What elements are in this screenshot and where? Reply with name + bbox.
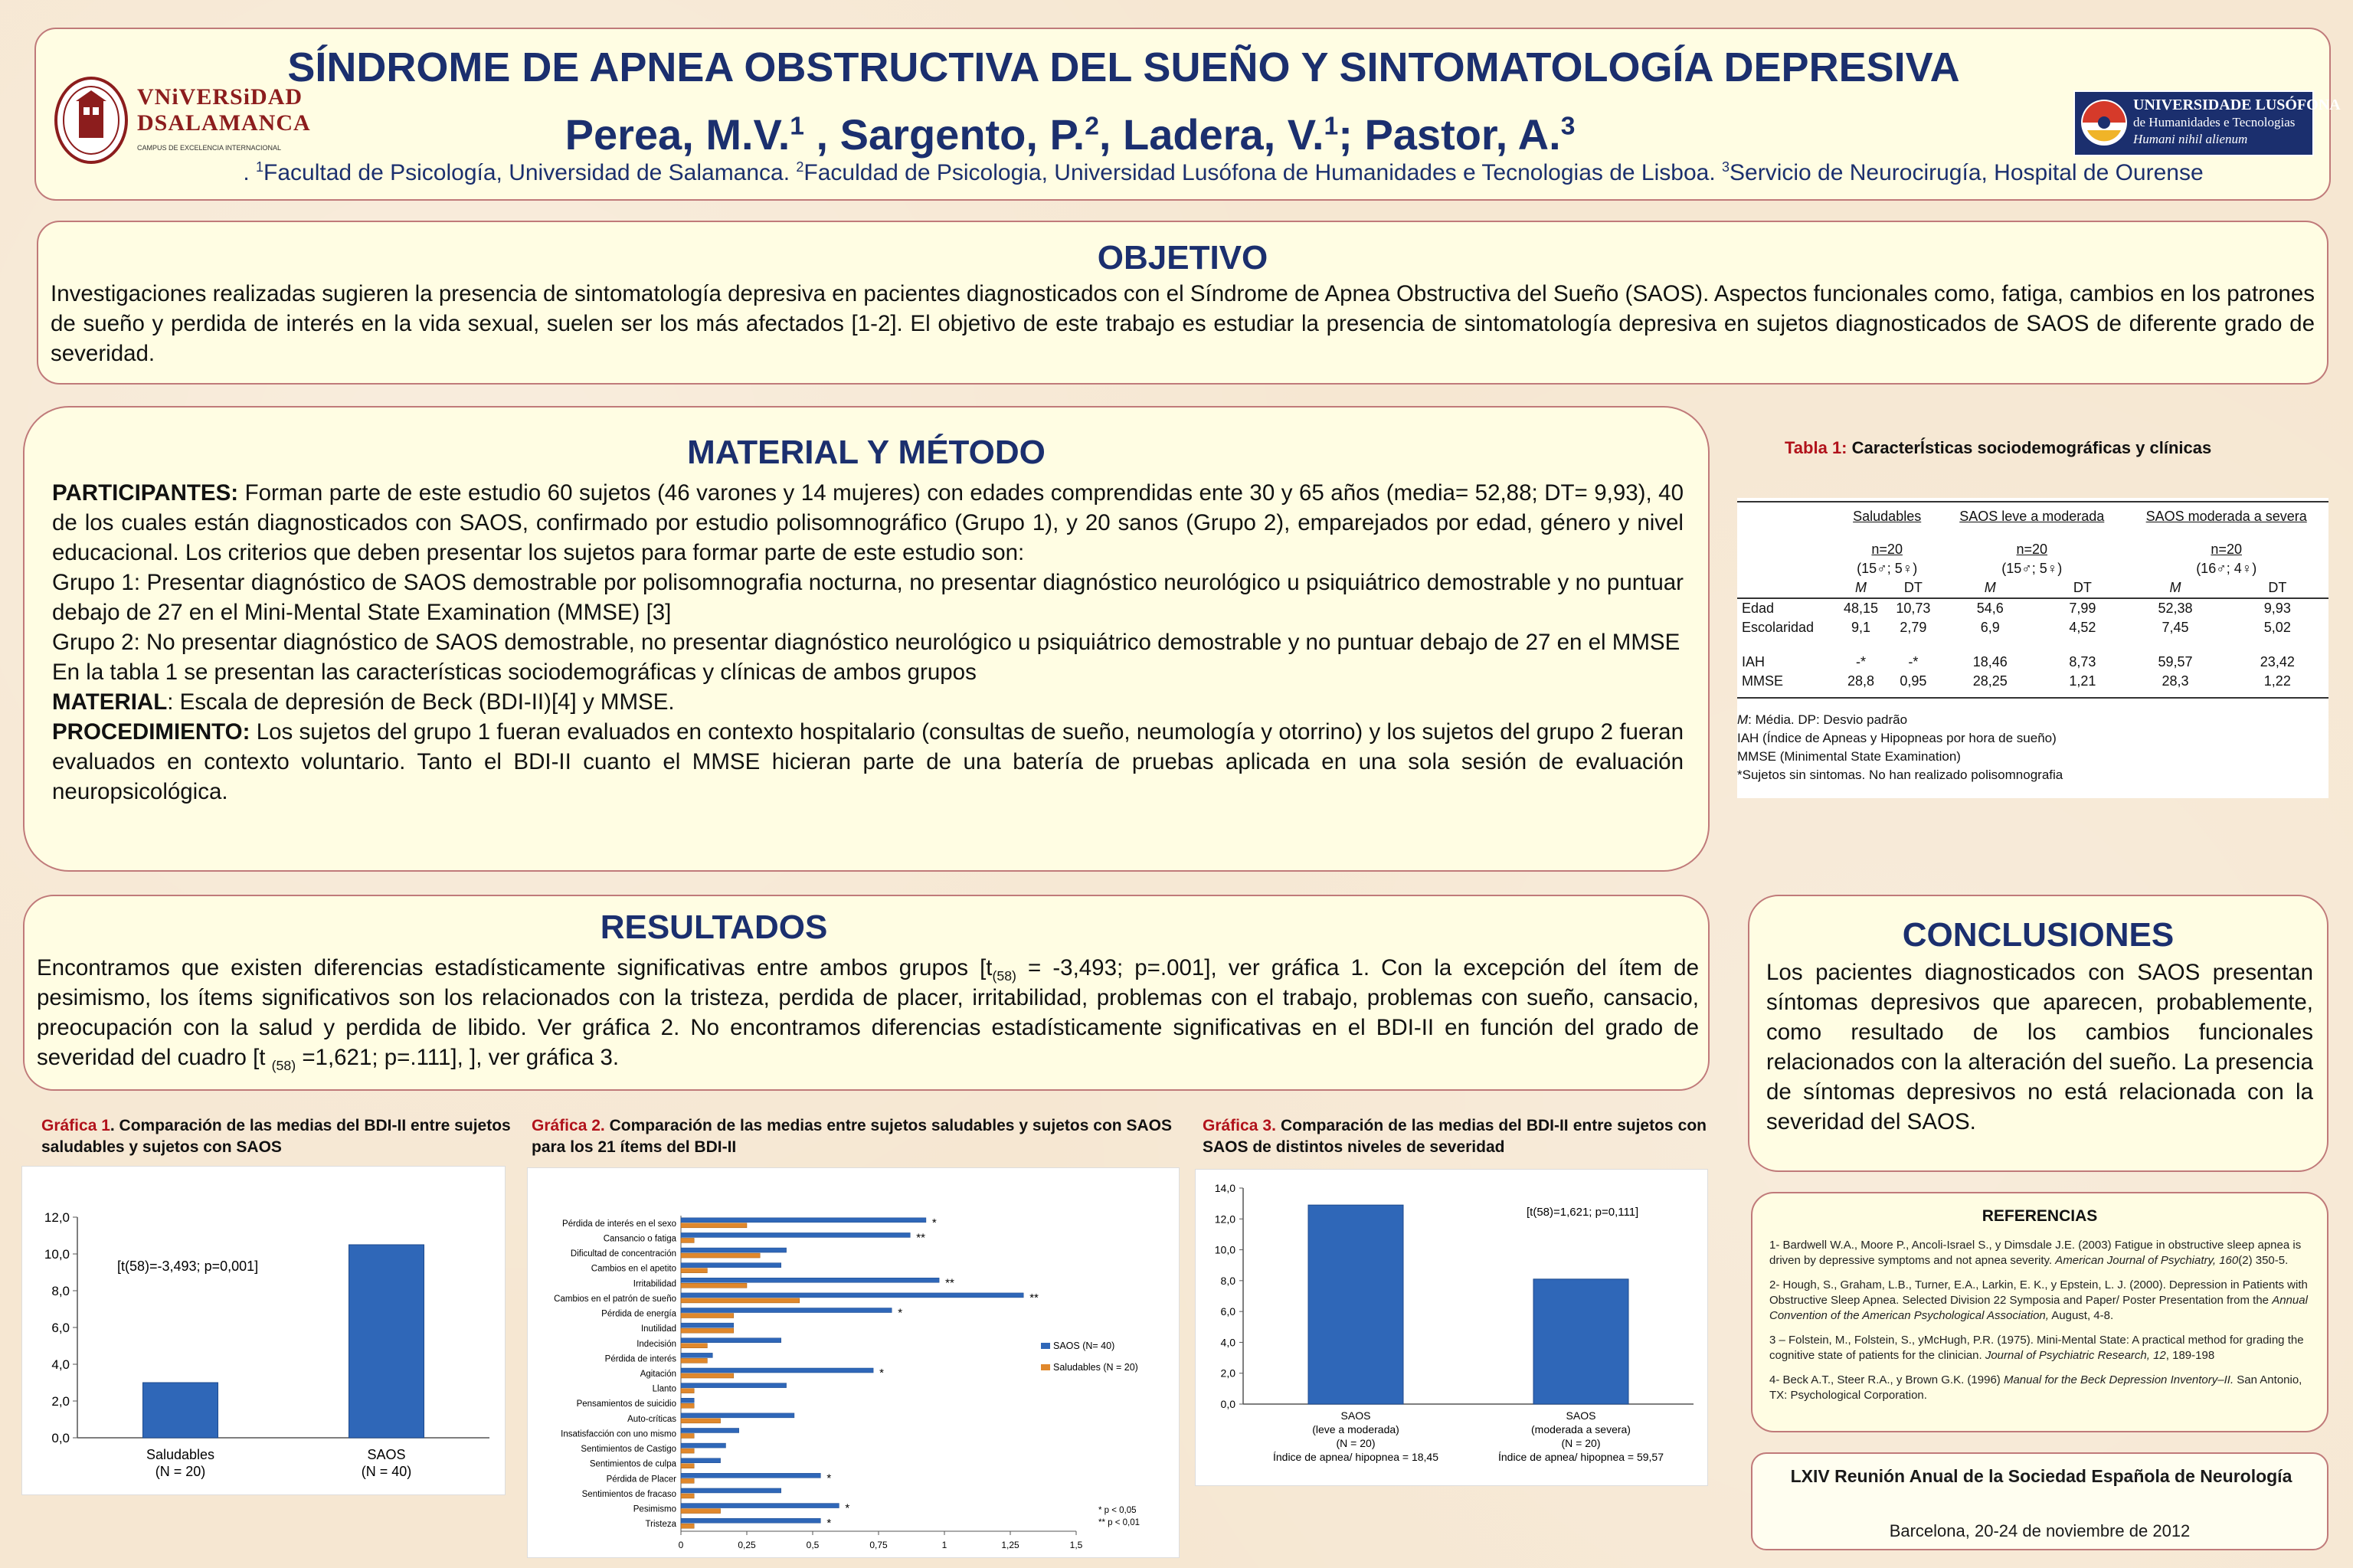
university-seal-icon bbox=[53, 75, 129, 165]
procedimiento-text: Los sujetos del grupo 1 fueran evaluados en contexto hospitalario (consultas de sueño, neumología y otorrino) y los sujetos del grupo 2 fueran evaluados en contexto voluntario. Tanto el BDI-II cuanto el MMSE hicieran parte de una batería de pruebas aplicada en una sola sesión de evaluación neuropsicológica. bbox=[52, 719, 1684, 804]
affiliation-text: Servicio de Neurocirugía, Hospital de Ourense bbox=[1730, 160, 2204, 185]
congreso-line1: LXIV Reunión Anual de la Sociedad Española de Neurología bbox=[1790, 1466, 2292, 1486]
tabla1 bbox=[1737, 507, 2328, 691]
x-tick-sublabel: (leve a moderada) bbox=[1312, 1423, 1399, 1435]
procedimiento-paragraph bbox=[52, 717, 1684, 807]
bar-saos bbox=[681, 1443, 725, 1448]
y-tick-label: 6,0 bbox=[51, 1321, 70, 1335]
tabla1-notes bbox=[1737, 711, 2328, 784]
y-tick-label: Pérdida de interés en el sexo bbox=[562, 1219, 676, 1229]
bar-saos bbox=[681, 1458, 721, 1463]
chart-annotation: [t(58)=-3,493; p=0,001] bbox=[117, 1259, 259, 1274]
y-tick-label: 12,0 bbox=[1214, 1213, 1235, 1226]
legend-swatch bbox=[1041, 1343, 1050, 1349]
reference-item bbox=[1769, 1278, 2312, 1324]
grafica3-caption bbox=[1203, 1115, 1707, 1158]
y-tick-label: Insatisfacción con uno mismo bbox=[561, 1429, 676, 1439]
x-tick-label: 1 bbox=[941, 1540, 947, 1550]
bar-saos bbox=[681, 1248, 787, 1252]
reference-em: Annual Convention of the American Psychological Association, bbox=[1769, 1294, 2308, 1322]
tabla1-cell: 0,95 bbox=[1900, 673, 1927, 689]
y-tick-label: 8,0 bbox=[1220, 1274, 1235, 1287]
y-tick-label: Irritabilidad bbox=[633, 1279, 676, 1289]
author-name: Sargento, P. bbox=[839, 110, 1085, 159]
tabla1-group: SAOS moderada a severa bbox=[2145, 509, 2307, 524]
x-tick-sublabel: Índice de apnea/ hipopnea = 59,57 bbox=[1497, 1451, 1664, 1463]
objetivo-text: Investigaciones realizadas sugieren la presencia de sintomatología depresiva en pacientes diagnosticados con el Síndrome de Apnea Obstructiva del Sueño (SAOS). Aspectos funcionales como, fatiga, cambios en los patrones de sueño y perdida de interés en la vida sexual, suelen ser los más afectados [1-2]. El objetivo de este trabajo es estudiar la presencia de sintomatología depresiva en sujetos diagnosticados de SAOS de diferente grado de severidad. bbox=[51, 281, 2315, 366]
y-tick-label: 4,0 bbox=[1220, 1336, 1235, 1349]
reference-text: 3 – Folstein, M., Folstein, S., yMcHugh, P.R. (1975). Mini-Mental State: A practical method for grading the cognitive state of patients for the clinician. bbox=[1769, 1334, 2304, 1362]
author-affiliation-number: 1 bbox=[790, 112, 804, 141]
participantes-text: Forman parte de este estudio 60 sujetos (46 varones y 14 mujeres) con edades comprendidas ente 30 y 65 años (media= 52,88; DT= 9,93), 40 de los cuales están diagnosticados con SAOS, confirmado por estudio polisomnográfico (Grupo 1), y 20 sanos (Grupo 2), emparejados por edad, género y nivel educacional. Los criterios que deben presentar los sujetos para formar parte de este estudio son: bbox=[52, 480, 1684, 565]
bar-saludables bbox=[681, 1389, 694, 1393]
tabla1-note bbox=[1737, 729, 2328, 748]
reference-tail: August, 4-8. bbox=[2048, 1309, 2114, 1322]
grafica3-label: Gráfica 3. bbox=[1203, 1117, 1276, 1134]
tabla1-cell: 54,6 bbox=[1976, 601, 2004, 616]
author-name: Perea, M.V. bbox=[565, 110, 790, 159]
reference-tail: (2) 350-5. bbox=[2238, 1254, 2289, 1267]
x-tick-label: Saludables bbox=[146, 1447, 215, 1462]
tabla1-note-text: *Sujetos sin sintomas. No han realizado polisomnografia bbox=[1737, 768, 2063, 782]
grafica2-label: Gráfica 2. bbox=[532, 1117, 605, 1134]
y-tick-label: Agitación bbox=[640, 1370, 676, 1379]
resultados-box bbox=[23, 895, 1710, 1091]
bar-saos bbox=[681, 1323, 734, 1327]
material-text: : Escala de depresión de Beck (BDI-II)[4] y MMSE. bbox=[167, 689, 675, 715]
conclusiones-text: Los pacientes diagnosticados con SAOS presentan síntomas depresivos que aparecen, probablemente, como resultado de los cambios funcionales relacionados con la alteración del sueño. La presencia de síntomas depresivos no está relacionada con la severidad del SAOS. bbox=[1766, 960, 2313, 1134]
tabla1-cell: -* bbox=[1908, 654, 1919, 669]
y-tick-label: Pensamientos de suicidio bbox=[576, 1399, 676, 1409]
tabla1-note bbox=[1737, 748, 2328, 766]
bar-saludables bbox=[681, 1223, 747, 1228]
bar bbox=[349, 1245, 424, 1438]
bar-saludables bbox=[681, 1268, 707, 1273]
bar-saos bbox=[681, 1473, 820, 1478]
bar-saludables bbox=[681, 1509, 721, 1514]
tabla1-row bbox=[1737, 653, 2328, 672]
x-tick-label: SAOS bbox=[367, 1447, 406, 1462]
bar-saludables bbox=[681, 1403, 694, 1408]
tabla1-cell: 6,9 bbox=[1980, 620, 2000, 635]
bar-saludables bbox=[681, 1449, 694, 1453]
bar-saludables bbox=[681, 1344, 707, 1348]
author-separator: ; bbox=[1338, 110, 1365, 159]
x-tick-sublabel: Índice de apnea/ hipopnea = 18,45 bbox=[1272, 1451, 1439, 1463]
y-tick-label: Llanto bbox=[652, 1384, 676, 1394]
bar-saos bbox=[681, 1504, 839, 1508]
objetivo-box bbox=[37, 221, 2328, 385]
metodo-box bbox=[23, 406, 1710, 872]
resultados-text-2: = -3,493; p=.001], ver gráfica 1. Con la excepción del ítem de pesimismo, los ítems significativos son los relacionados con la tristeza, perdida de placer, irritabilidad, problemas con el trabajo, problemas con sueño, cansacio, preocupación con la salud y perdida de libido. Ver gráfica 2. No encontramos diferencias estadísticamente significativas en el BDI-II en función del grado de severidad del cuadro [t bbox=[37, 955, 1699, 1070]
tabla1-caption-label: Tabla 1: bbox=[1785, 438, 1847, 457]
grafica2-text: Comparación de las medias entre sujetos saludables y sujetos con SAOS para los 21 ítems del BDI-II bbox=[532, 1117, 1172, 1156]
tabla1-cell: 9,93 bbox=[2263, 601, 2291, 616]
authors-line bbox=[419, 106, 1721, 164]
tabla1-cell: 10,73 bbox=[1896, 601, 1931, 616]
bar-saludables bbox=[681, 1373, 734, 1378]
bar-saos bbox=[681, 1413, 794, 1418]
author-affiliation-number: 1 bbox=[1324, 112, 1339, 141]
grafica2-chart bbox=[528, 1168, 1179, 1557]
tabla1-cell: 7,45 bbox=[2162, 620, 2189, 635]
y-tick-label: 2,0 bbox=[51, 1394, 70, 1409]
bar-saludables bbox=[681, 1328, 734, 1333]
tabla1-group: Saludables bbox=[1853, 509, 1922, 524]
y-tick-label: Cambios en el apetito bbox=[591, 1264, 676, 1274]
grafica3-panel bbox=[1195, 1169, 1708, 1486]
tabla1-cell: 28,25 bbox=[1972, 673, 2008, 689]
tabla1-group: SAOS leve a moderada bbox=[1959, 509, 2105, 524]
salamanca-logo-line2: DSALAMANCA bbox=[137, 110, 311, 136]
y-tick-label: Indecisión bbox=[637, 1339, 676, 1349]
tabla1-stat-dt: DT bbox=[2268, 580, 2287, 595]
reference-em: American Journal of Psychiatry, 160 bbox=[2055, 1254, 2239, 1267]
tabla1-cell: 1,21 bbox=[2069, 673, 2096, 689]
material-paragraph bbox=[52, 687, 1684, 717]
y-tick-label: Cansancio o fatiga bbox=[603, 1234, 676, 1244]
affiliation-text: Facultad de Psicología, Universidad de Salamanca. bbox=[263, 160, 797, 185]
bar-saludables bbox=[681, 1314, 734, 1318]
resultados-text-3: =1,621; p=.111], ], ver gráfica 3. bbox=[296, 1045, 620, 1070]
reference-text: 4- Beck A.T., Steer R.A., y Brown G.K. (1996) bbox=[1769, 1373, 2004, 1386]
bar-saos bbox=[681, 1218, 926, 1223]
tabla1-cell: -* bbox=[1855, 654, 1866, 669]
y-tick-label: Pérdida de interés bbox=[604, 1354, 676, 1364]
t-subscript: (58) bbox=[992, 967, 1016, 984]
bar-saos bbox=[681, 1338, 781, 1343]
y-tick-label: Auto-críticas bbox=[627, 1414, 676, 1424]
tabla1-row bbox=[1737, 672, 2328, 691]
legend-label: Saludables (N = 20) bbox=[1053, 1362, 1138, 1373]
tabla1-cell: 7,99 bbox=[2069, 601, 2096, 616]
lusofona-emblem-icon bbox=[2080, 98, 2129, 147]
grupo1-paragraph: Grupo 1: Presentar diagnóstico de SAOS demostrable por polisomnografia nocturna, no presentar diagnóstico neurológico u psiquiátrico demostrable y no puntuar debajo de 27 en el Mini-Mental State Examination (MMSE) [3] bbox=[52, 570, 1684, 625]
x-tick-sublabel: (moderada a severa) bbox=[1531, 1423, 1631, 1435]
y-tick-label: Sentimientos de fracaso bbox=[581, 1489, 676, 1499]
grupo2-paragraph: Grupo 2: No presentar diagnóstico de SAOS demostrable, no presentar diagnóstico neurológico u psiquiátrico demostrable y no puntuar debajo de 27 en el MMSE bbox=[52, 630, 1680, 655]
grafica3-chart bbox=[1196, 1170, 1707, 1485]
conclusiones-box bbox=[1748, 895, 2328, 1172]
bar-saos bbox=[681, 1383, 787, 1388]
bar-saludables bbox=[681, 1524, 694, 1528]
referencias-list bbox=[1769, 1238, 2312, 1413]
reference-em: Journal of Psychiatric Research, 12 bbox=[1985, 1349, 2166, 1362]
bar-saos bbox=[681, 1428, 739, 1432]
salamanca-logo-line1: VNiVERSiDAD bbox=[137, 84, 303, 110]
y-tick-label: 10,0 bbox=[44, 1247, 70, 1262]
tabla1-cell: 28,8 bbox=[1847, 673, 1874, 689]
y-tick-label: Tristeza bbox=[645, 1520, 676, 1530]
grafica1-text: . Comparación de las medias del BDI-II entre sujetos saludables y sujetos con SAOS bbox=[41, 1117, 511, 1156]
tabla1-cell: 28,3 bbox=[2162, 673, 2189, 689]
y-tick-label: 0,0 bbox=[51, 1431, 70, 1445]
participantes-label: PARTICIPANTES: bbox=[52, 480, 239, 506]
bar-saos bbox=[681, 1232, 910, 1237]
significance-marker: * bbox=[826, 1471, 832, 1485]
objetivo-heading: OBJETIVO bbox=[1097, 239, 1268, 277]
tabla1-cell: 2,79 bbox=[1900, 620, 1927, 635]
reference-item bbox=[1769, 1373, 2312, 1403]
affiliation-text: Faculdad de Psicologia, Universidad Lusófona de Humanidades e Tecnologias de Lisboa. bbox=[803, 160, 1722, 185]
bar-saludables bbox=[681, 1298, 800, 1303]
affiliations-line bbox=[166, 158, 2280, 188]
reference-em: Manual for the Beck Depression Inventory–II. bbox=[2003, 1373, 2234, 1386]
bar-saludables bbox=[681, 1494, 694, 1498]
x-tick-sublabel: (N = 20) bbox=[155, 1464, 206, 1479]
tabla1-note bbox=[1737, 711, 2328, 729]
tabla1-row-label: Edad bbox=[1742, 601, 1775, 616]
grafica2-caption bbox=[532, 1115, 1172, 1158]
grafica1-caption bbox=[41, 1115, 516, 1158]
y-tick-label: 4,0 bbox=[51, 1357, 70, 1372]
tabla1-panel bbox=[1737, 498, 2328, 798]
bar-saludables bbox=[681, 1419, 721, 1423]
tabla1-row-label: Escolaridad bbox=[1742, 620, 1815, 635]
significance-marker: * bbox=[931, 1216, 937, 1229]
reference-item bbox=[1769, 1333, 2312, 1363]
bar-saludables bbox=[681, 1433, 694, 1438]
reference-item bbox=[1769, 1238, 2312, 1268]
y-tick-label: 12,0 bbox=[44, 1210, 70, 1225]
poster-title: SÍNDROME DE APNEA OBSTRUCTIVA DEL SUEÑO Y SINTOMATOLOGÍA DEPRESIVA bbox=[287, 44, 1960, 90]
tabla1-cell: 1,22 bbox=[2263, 673, 2291, 689]
tabla1-note-em: M bbox=[1737, 712, 1749, 727]
x-tick-label: SAOS bbox=[1340, 1409, 1371, 1422]
reference-text: 1- Bardwell W.A., Moore P., Ancoli-Israel S., y Dimsdale J.E. (2003) Fatigue in obstructive sleep apnea is driven by depressive symptoms and not apnea severity. bbox=[1769, 1239, 2302, 1267]
affiliation-number: 2 bbox=[796, 159, 804, 175]
resultados-heading: RESULTADOS bbox=[600, 908, 828, 946]
congreso-box bbox=[1751, 1452, 2328, 1550]
bar-saos bbox=[681, 1263, 781, 1268]
bar-saos bbox=[681, 1278, 939, 1282]
x-tick-label: 0,75 bbox=[869, 1540, 888, 1550]
tabla1-note bbox=[1737, 766, 2328, 784]
x-tick-label: 1,5 bbox=[1069, 1540, 1083, 1550]
significance-marker: * bbox=[845, 1501, 850, 1515]
tabla1-row-label: MMSE bbox=[1742, 673, 1783, 689]
author-affiliation-number: 3 bbox=[1560, 112, 1576, 141]
y-tick-label: 14,0 bbox=[1214, 1182, 1235, 1194]
y-tick-label: 6,0 bbox=[1220, 1305, 1235, 1318]
y-tick-label: Pérdida de Placer bbox=[606, 1475, 676, 1485]
salamanca-logo-tagline: CAMPUS DE EXCELENCIA INTERNACIONAL bbox=[137, 144, 282, 152]
bar-saludables bbox=[681, 1283, 747, 1288]
y-tick-label: Cambios en el patrón de sueño bbox=[554, 1294, 676, 1304]
bar-saos bbox=[681, 1368, 873, 1373]
lusofona-line2: de Humanidades e Tecnologias bbox=[2133, 115, 2296, 129]
lusofona-line1: UNIVERSIDADE LUSÓFONA bbox=[2133, 97, 2341, 113]
grafica1-chart bbox=[22, 1167, 505, 1494]
legend-label: SAOS (N= 40) bbox=[1053, 1340, 1115, 1351]
author-separator: , bbox=[1098, 110, 1123, 159]
metodo-heading: MATERIAL Y MÉTODO bbox=[687, 434, 1046, 471]
grafica1-label: Gráfica 1 bbox=[41, 1117, 110, 1134]
tabla1-note-text: MMSE (Minimental State Examination) bbox=[1737, 749, 1961, 764]
participantes-paragraph bbox=[52, 478, 1684, 568]
tabla1-row bbox=[1737, 618, 2328, 637]
y-tick-label: Dificultad de concentración bbox=[570, 1249, 676, 1259]
bar-saludables bbox=[681, 1358, 707, 1363]
x-tick-sublabel: (N = 20) bbox=[1561, 1437, 1601, 1449]
bar bbox=[143, 1383, 218, 1438]
resultados-text bbox=[37, 953, 1699, 1072]
conclusiones-heading: CONCLUSIONES bbox=[1902, 916, 2175, 954]
bar-saos bbox=[681, 1293, 1023, 1298]
significance-marker: * bbox=[826, 1517, 832, 1530]
reference-tail: San Antonio, TX: Psychological Corporation. bbox=[1769, 1373, 2302, 1402]
y-tick-label: Pesimismo bbox=[633, 1504, 676, 1514]
y-tick-label: 10,0 bbox=[1214, 1243, 1235, 1256]
tabla1-cell: 9,1 bbox=[1851, 620, 1870, 635]
y-tick-label: Inutilidad bbox=[640, 1324, 676, 1334]
author-affiliation-number: 2 bbox=[1085, 112, 1099, 141]
y-tick-label: Sentimientos de Castigo bbox=[581, 1445, 676, 1455]
bar-saos bbox=[681, 1398, 694, 1403]
tabla1-stat-m: M bbox=[1984, 580, 1996, 595]
tabla1-note-text: IAH (Índice de Apneas y Hipopneas por hora de sueño) bbox=[1737, 731, 2057, 745]
x-tick-label: SAOS bbox=[1566, 1409, 1596, 1422]
significance-marker: ** bbox=[945, 1276, 954, 1290]
tabla1-cell: 48,15 bbox=[1843, 601, 1878, 616]
tabla1-row bbox=[1737, 598, 2328, 618]
tabla1-caption bbox=[1785, 438, 2211, 458]
x-tick-sublabel: (N = 20) bbox=[1336, 1437, 1376, 1449]
significance-marker: * bbox=[898, 1306, 903, 1320]
lusofona-line3: Humani nihil alienum bbox=[2133, 132, 2248, 146]
referencias-box bbox=[1751, 1192, 2328, 1432]
bar-saos bbox=[681, 1353, 712, 1357]
bar-saos bbox=[681, 1308, 892, 1313]
reference-tail: , 189-198 bbox=[2165, 1349, 2215, 1362]
tabla1-sex: (15♂; 5♀) bbox=[1857, 561, 1918, 576]
bar-saos bbox=[681, 1518, 820, 1523]
tabla1-sex: (15♂; 5♀) bbox=[2001, 561, 2063, 576]
y-tick-label: 0,0 bbox=[1220, 1398, 1235, 1410]
significance-note: ** p < 0,01 bbox=[1098, 1518, 1141, 1527]
significance-marker: ** bbox=[1029, 1291, 1039, 1304]
significance-note: * p < 0,05 bbox=[1098, 1506, 1137, 1515]
grafica2-panel bbox=[527, 1167, 1180, 1558]
y-tick-label: Pérdida de energía bbox=[601, 1309, 676, 1319]
y-tick-label: Sentimientos de culpa bbox=[589, 1459, 676, 1469]
y-tick-label: 2,0 bbox=[1220, 1367, 1235, 1380]
affiliation-number: 1 bbox=[256, 159, 264, 175]
bar-saludables bbox=[681, 1253, 760, 1258]
x-tick-label: 1,25 bbox=[1001, 1540, 1019, 1550]
affiliation-prefix: . bbox=[243, 160, 256, 185]
bar bbox=[1308, 1205, 1403, 1404]
significance-marker: ** bbox=[916, 1231, 925, 1245]
x-tick-label: 0 bbox=[678, 1540, 684, 1550]
bar-saludables bbox=[681, 1464, 694, 1468]
tabla1-cell: 8,73 bbox=[2069, 654, 2096, 669]
header-box bbox=[34, 28, 2341, 201]
tabla1-stat-m: M bbox=[2169, 580, 2181, 595]
material-label: MATERIAL bbox=[52, 689, 168, 715]
tabla1-cell: 59,57 bbox=[2158, 654, 2193, 669]
tabla1-n: n=20 bbox=[1871, 542, 1903, 557]
congreso-line2: Barcelona, 20-24 de noviembre de 2012 bbox=[1889, 1521, 2191, 1540]
referencias-heading: REFERENCIAS bbox=[1982, 1207, 2098, 1225]
x-tick-label: 0,25 bbox=[738, 1540, 756, 1550]
tabla1-stat-m: M bbox=[1854, 580, 1867, 595]
x-tick-sublabel: (N = 40) bbox=[361, 1464, 412, 1479]
legend-swatch bbox=[1041, 1364, 1050, 1370]
tabla-ref-paragraph: En la tabla 1 se presentan las características sociodemográficas y clínicas de ambos grupos bbox=[52, 660, 977, 685]
author-name: Pastor, A. bbox=[1364, 110, 1561, 159]
chart-annotation: [t(58)=1,621; p=0,111] bbox=[1527, 1206, 1639, 1219]
bar-saos bbox=[681, 1488, 781, 1493]
bar-saludables bbox=[681, 1238, 694, 1242]
y-tick-label: 8,0 bbox=[51, 1284, 70, 1298]
tabla1-cell: 18,46 bbox=[1972, 654, 2008, 669]
tabla1-sex: (16♂; 4♀) bbox=[2196, 561, 2257, 576]
tabla1-row-label: IAH bbox=[1742, 654, 1766, 669]
affiliation-number: 3 bbox=[1722, 159, 1730, 175]
author-name: Ladera, V. bbox=[1123, 110, 1324, 159]
reference-text: 2- Hough, S., Graham, L.B., Turner, E.A., Larkin, E. K., y Epstein, L. J. (2000). Depression in Patients with Obstructive Sleep Apnea. Selected Division 22 Symposia and Paper/ Poster Presentation from the bbox=[1769, 1278, 2308, 1307]
tabla1-cell: 52,38 bbox=[2158, 601, 2193, 616]
bar bbox=[1533, 1279, 1628, 1404]
tabla1-cell: 4,52 bbox=[2069, 620, 2096, 635]
grafica1-panel bbox=[21, 1166, 506, 1495]
tabla1-caption-text: Caracterĺsticas sociodemográficas y clínicas bbox=[1847, 438, 2212, 457]
x-tick-label: 0,5 bbox=[806, 1540, 820, 1550]
significance-marker: * bbox=[879, 1367, 884, 1380]
grafica3-text: Comparación de las medias del BDI-II entre sujetos con SAOS de distintos niveles de severidad bbox=[1203, 1117, 1707, 1156]
resultados-text-1: Encontramos que existen diferencias estadísticamente significativas entre ambos grupos [t bbox=[37, 955, 993, 980]
tabla1-n: n=20 bbox=[2016, 542, 2048, 557]
tabla1-note-text: : Média. DP: Desvio padrão bbox=[1748, 712, 1908, 727]
tabla1-stat-dt: DT bbox=[1903, 580, 1923, 595]
t-subscript: (58) bbox=[271, 1057, 296, 1073]
tabla1-stat-dt: DT bbox=[2073, 580, 2092, 595]
metodo-body bbox=[52, 478, 1684, 807]
tabla1-cell: 5,02 bbox=[2263, 620, 2291, 635]
tabla1-n: n=20 bbox=[2211, 542, 2242, 557]
lusofona-logo bbox=[2073, 90, 2341, 156]
bar-saludables bbox=[681, 1478, 694, 1483]
author-separator: , bbox=[803, 110, 840, 159]
procedimiento-label: PROCEDIMIENTO: bbox=[52, 719, 250, 745]
tabla1-cell: 23,42 bbox=[2260, 654, 2295, 669]
